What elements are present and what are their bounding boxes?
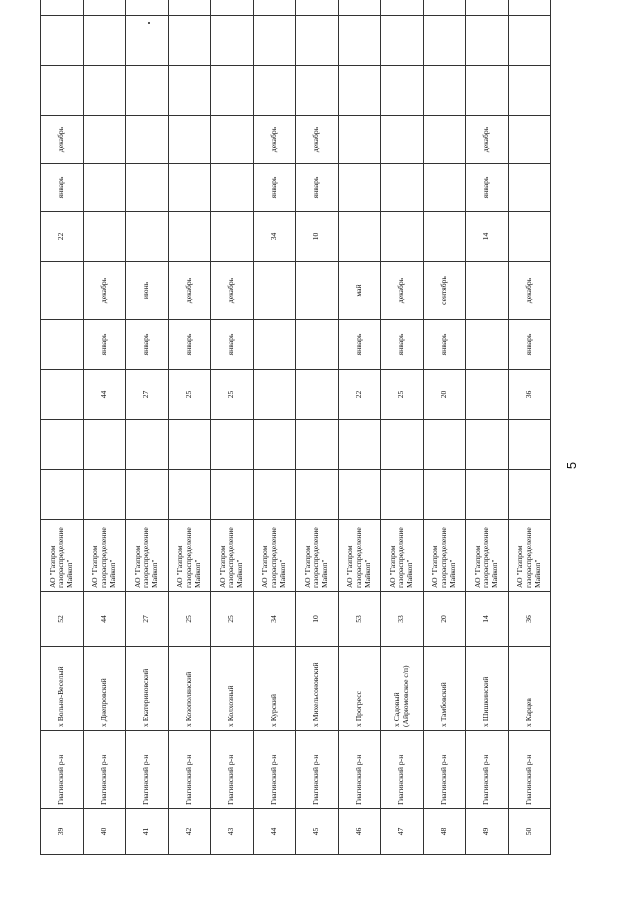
table-row <box>126 0 169 855</box>
cell-c7 <box>338 420 381 470</box>
cell-c6 <box>338 470 381 520</box>
cell-n: 39 <box>41 809 84 855</box>
cell-c16 <box>168 0 211 16</box>
cell-count: 27 <box>126 592 169 647</box>
cell-count: 10 <box>296 592 339 647</box>
table-row <box>83 0 126 855</box>
cell-c13 <box>338 116 381 164</box>
cell-c10: декабрь <box>381 262 424 320</box>
cell-c13 <box>126 116 169 164</box>
cell-c15 <box>126 16 169 66</box>
cell-c14 <box>126 66 169 116</box>
table-row <box>253 0 296 855</box>
cell-settlement: х Екатериновский <box>126 647 169 731</box>
cell-n: 50 <box>508 809 551 855</box>
cell-c13 <box>423 116 466 164</box>
cell-c10: июнь <box>126 262 169 320</box>
cell-c9: январь <box>508 320 551 370</box>
cell-c12 <box>423 164 466 212</box>
cell-c11: 14 <box>466 212 509 262</box>
cell-c11: 10 <box>296 212 339 262</box>
cell-c8: 27 <box>126 370 169 420</box>
cell-n: 44 <box>253 809 296 855</box>
cell-c10: декабрь <box>508 262 551 320</box>
cell-c14 <box>338 66 381 116</box>
cell-org: АО "Газпром газораспределение Майкоп" <box>41 520 84 592</box>
cell-district: Гиагинский р-н <box>381 731 424 809</box>
cell-c7 <box>296 420 339 470</box>
cell-c16 <box>41 0 84 16</box>
cell-c12 <box>338 164 381 212</box>
cell-c15 <box>211 16 254 66</box>
cell-district: Гиагинский р-н <box>423 731 466 809</box>
cell-n: 45 <box>296 809 339 855</box>
cell-c9: январь <box>211 320 254 370</box>
cell-c15 <box>296 16 339 66</box>
cell-c8: 25 <box>211 370 254 420</box>
cell-c13: декабрь <box>253 116 296 164</box>
cell-c6 <box>381 470 424 520</box>
table-row <box>381 0 424 855</box>
cell-c7 <box>83 420 126 470</box>
cell-c9 <box>41 320 84 370</box>
cell-c15 <box>83 16 126 66</box>
cell-c10: декабрь <box>168 262 211 320</box>
cell-c10 <box>41 262 84 320</box>
cell-c8 <box>296 370 339 420</box>
cell-c7 <box>466 420 509 470</box>
table-row <box>168 0 211 855</box>
cell-c16 <box>466 0 509 16</box>
cell-district: Гиагинский р-н <box>466 731 509 809</box>
cell-c8: 25 <box>381 370 424 420</box>
gasification-table <box>40 0 551 855</box>
cell-c14 <box>423 66 466 116</box>
cell-c9: январь <box>168 320 211 370</box>
cell-count: 52 <box>41 592 84 647</box>
cell-c13 <box>168 116 211 164</box>
cell-district: Гиагинский р-н <box>508 731 551 809</box>
cell-count: 25 <box>211 592 254 647</box>
cell-c14 <box>466 66 509 116</box>
cell-c10: декабрь <box>211 262 254 320</box>
cell-c11: 22 <box>41 212 84 262</box>
cell-c11 <box>126 212 169 262</box>
cell-c12: январь <box>296 164 339 212</box>
cell-c10 <box>253 262 296 320</box>
cell-c8 <box>253 370 296 420</box>
cell-district: Гиагинский р-н <box>168 731 211 809</box>
table-row <box>211 0 254 855</box>
cell-org: АО "Газпром газораспределение Майкоп" <box>296 520 339 592</box>
cell-c6 <box>41 470 84 520</box>
cell-c8 <box>41 370 84 420</box>
cell-c13 <box>83 116 126 164</box>
cell-c13: декабрь <box>296 116 339 164</box>
cell-c10: май <box>338 262 381 320</box>
cell-c15 <box>253 16 296 66</box>
cell-c16 <box>338 0 381 16</box>
cell-c8: 20 <box>423 370 466 420</box>
cell-n: 42 <box>168 809 211 855</box>
cell-c11 <box>423 212 466 262</box>
cell-district: Гиагинский р-н <box>83 731 126 809</box>
cell-c10: сентябрь <box>423 262 466 320</box>
cell-c11 <box>381 212 424 262</box>
cell-c6 <box>83 470 126 520</box>
cell-settlement: х Прогресс <box>338 647 381 731</box>
table-row <box>41 0 84 855</box>
cell-n: 43 <box>211 809 254 855</box>
table-row <box>423 0 466 855</box>
cell-district: Гиагинский р-н <box>41 731 84 809</box>
cell-settlement: х Садовый (Айрюмовское с/п) <box>381 647 424 731</box>
cell-settlement: х Днепровский <box>83 647 126 731</box>
cell-count: 20 <box>423 592 466 647</box>
cell-c11 <box>508 212 551 262</box>
cell-count: 36 <box>508 592 551 647</box>
table-row <box>338 0 381 855</box>
cell-n: 48 <box>423 809 466 855</box>
cell-org: АО "Газпром газораспределение Майкоп" <box>381 520 424 592</box>
cell-count: 44 <box>83 592 126 647</box>
cell-c12: январь <box>253 164 296 212</box>
cell-org: АО "Газпром газораспределение Майкоп" <box>83 520 126 592</box>
cell-org: АО "Газпром газораспределение Майкоп" <box>126 520 169 592</box>
cell-c8: 44 <box>83 370 126 420</box>
cell-count: 33 <box>381 592 424 647</box>
cell-settlement: х Шишкинский <box>466 647 509 731</box>
cell-c10: декабрь <box>83 262 126 320</box>
cell-c11 <box>338 212 381 262</box>
cell-c7 <box>41 420 84 470</box>
rotated-table-area <box>40 40 550 855</box>
cell-c15 <box>168 16 211 66</box>
cell-c7 <box>168 420 211 470</box>
cell-c16 <box>83 0 126 16</box>
cell-org: АО "Газпром газораспределение Майкоп" <box>211 520 254 592</box>
cell-c6 <box>168 470 211 520</box>
cell-c12 <box>381 164 424 212</box>
cell-district: Гиагинский р-н <box>126 731 169 809</box>
cell-c15 <box>423 16 466 66</box>
cell-settlement: х Карцев <box>508 647 551 731</box>
cell-c8 <box>466 370 509 420</box>
cell-c13 <box>211 116 254 164</box>
cell-c14 <box>253 66 296 116</box>
cell-settlement: х Вольно-Веселый <box>41 647 84 731</box>
cell-c6 <box>423 470 466 520</box>
cell-c11 <box>168 212 211 262</box>
cell-c9 <box>296 320 339 370</box>
cell-count: 34 <box>253 592 296 647</box>
cell-count: 25 <box>168 592 211 647</box>
table-row <box>508 0 551 855</box>
cell-settlement: х Михельсоновский <box>296 647 339 731</box>
cell-org: АО "Газпром газораспределение Майкоп" <box>253 520 296 592</box>
cell-c11 <box>211 212 254 262</box>
cell-c13: декабрь <box>41 116 84 164</box>
cell-district: Гиагинский р-н <box>253 731 296 809</box>
cell-c8: 36 <box>508 370 551 420</box>
cell-settlement: х Козополянский <box>168 647 211 731</box>
cell-org: АО "Газпром газораспределение Майкоп" <box>168 520 211 592</box>
cell-c14 <box>381 66 424 116</box>
cell-c14 <box>296 66 339 116</box>
cell-c7 <box>126 420 169 470</box>
cell-c10 <box>296 262 339 320</box>
cell-org: АО "Газпром газораспределение Майкоп" <box>508 520 551 592</box>
cell-c6 <box>126 470 169 520</box>
cell-c12 <box>211 164 254 212</box>
cell-c15 <box>381 16 424 66</box>
cell-count: 14 <box>466 592 509 647</box>
cell-c9: январь <box>83 320 126 370</box>
cell-c8: 22 <box>338 370 381 420</box>
cell-c16 <box>211 0 254 16</box>
cell-c15 <box>41 16 84 66</box>
cell-org: АО "Газпром газораспределение Майкоп" <box>338 520 381 592</box>
cell-district: Гиагинский р-н <box>296 731 339 809</box>
cell-c12 <box>83 164 126 212</box>
cell-c9 <box>253 320 296 370</box>
cell-n: 47 <box>381 809 424 855</box>
table-row <box>296 0 339 855</box>
cell-c13 <box>508 116 551 164</box>
cell-c8: 25 <box>168 370 211 420</box>
cell-c6 <box>296 470 339 520</box>
cell-c14 <box>168 66 211 116</box>
cell-c11 <box>83 212 126 262</box>
cell-c9: январь <box>338 320 381 370</box>
cell-c12 <box>126 164 169 212</box>
cell-district: Гиагинский р-н <box>338 731 381 809</box>
cell-c9: январь <box>381 320 424 370</box>
cell-c14 <box>83 66 126 116</box>
cell-c9: январь <box>126 320 169 370</box>
cell-c14 <box>41 66 84 116</box>
cell-n: 46 <box>338 809 381 855</box>
cell-c9: январь <box>423 320 466 370</box>
cell-c6 <box>466 470 509 520</box>
cell-n: 41 <box>126 809 169 855</box>
cell-c15 <box>338 16 381 66</box>
cell-c14 <box>508 66 551 116</box>
cell-org: АО "Газпром газораспределение Майкоп" <box>466 520 509 592</box>
cell-c16 <box>381 0 424 16</box>
page-number: 5 <box>564 461 580 470</box>
cell-c7 <box>508 420 551 470</box>
cell-c16 <box>508 0 551 16</box>
cell-c15 <box>508 16 551 66</box>
cell-c10 <box>466 262 509 320</box>
cell-c16 <box>253 0 296 16</box>
cell-c14 <box>211 66 254 116</box>
cell-c16 <box>126 0 169 16</box>
cell-district: Гиагинский р-н <box>211 731 254 809</box>
cell-c7 <box>381 420 424 470</box>
cell-c12 <box>168 164 211 212</box>
cell-settlement: х Курский <box>253 647 296 731</box>
table-row <box>466 0 509 855</box>
cell-org: АО "Газпром газораспределение Майкоп" <box>423 520 466 592</box>
cell-c6 <box>508 470 551 520</box>
cell-c12: январь <box>41 164 84 212</box>
cell-c6 <box>211 470 254 520</box>
cell-c7 <box>423 420 466 470</box>
cell-settlement: х Тамбовский <box>423 647 466 731</box>
cell-c15 <box>466 16 509 66</box>
table-body <box>41 0 551 855</box>
cell-settlement: х Колхозный <box>211 647 254 731</box>
cell-c11: 34 <box>253 212 296 262</box>
cell-c12: январь <box>466 164 509 212</box>
cell-n: 40 <box>83 809 126 855</box>
cell-count: 53 <box>338 592 381 647</box>
cell-c7 <box>211 420 254 470</box>
cell-c9 <box>466 320 509 370</box>
cell-c13 <box>381 116 424 164</box>
cell-c13: декабрь <box>466 116 509 164</box>
cell-c12 <box>508 164 551 212</box>
cell-n: 49 <box>466 809 509 855</box>
cell-c7 <box>253 420 296 470</box>
cell-c6 <box>253 470 296 520</box>
cell-c16 <box>296 0 339 16</box>
cell-c16 <box>423 0 466 16</box>
